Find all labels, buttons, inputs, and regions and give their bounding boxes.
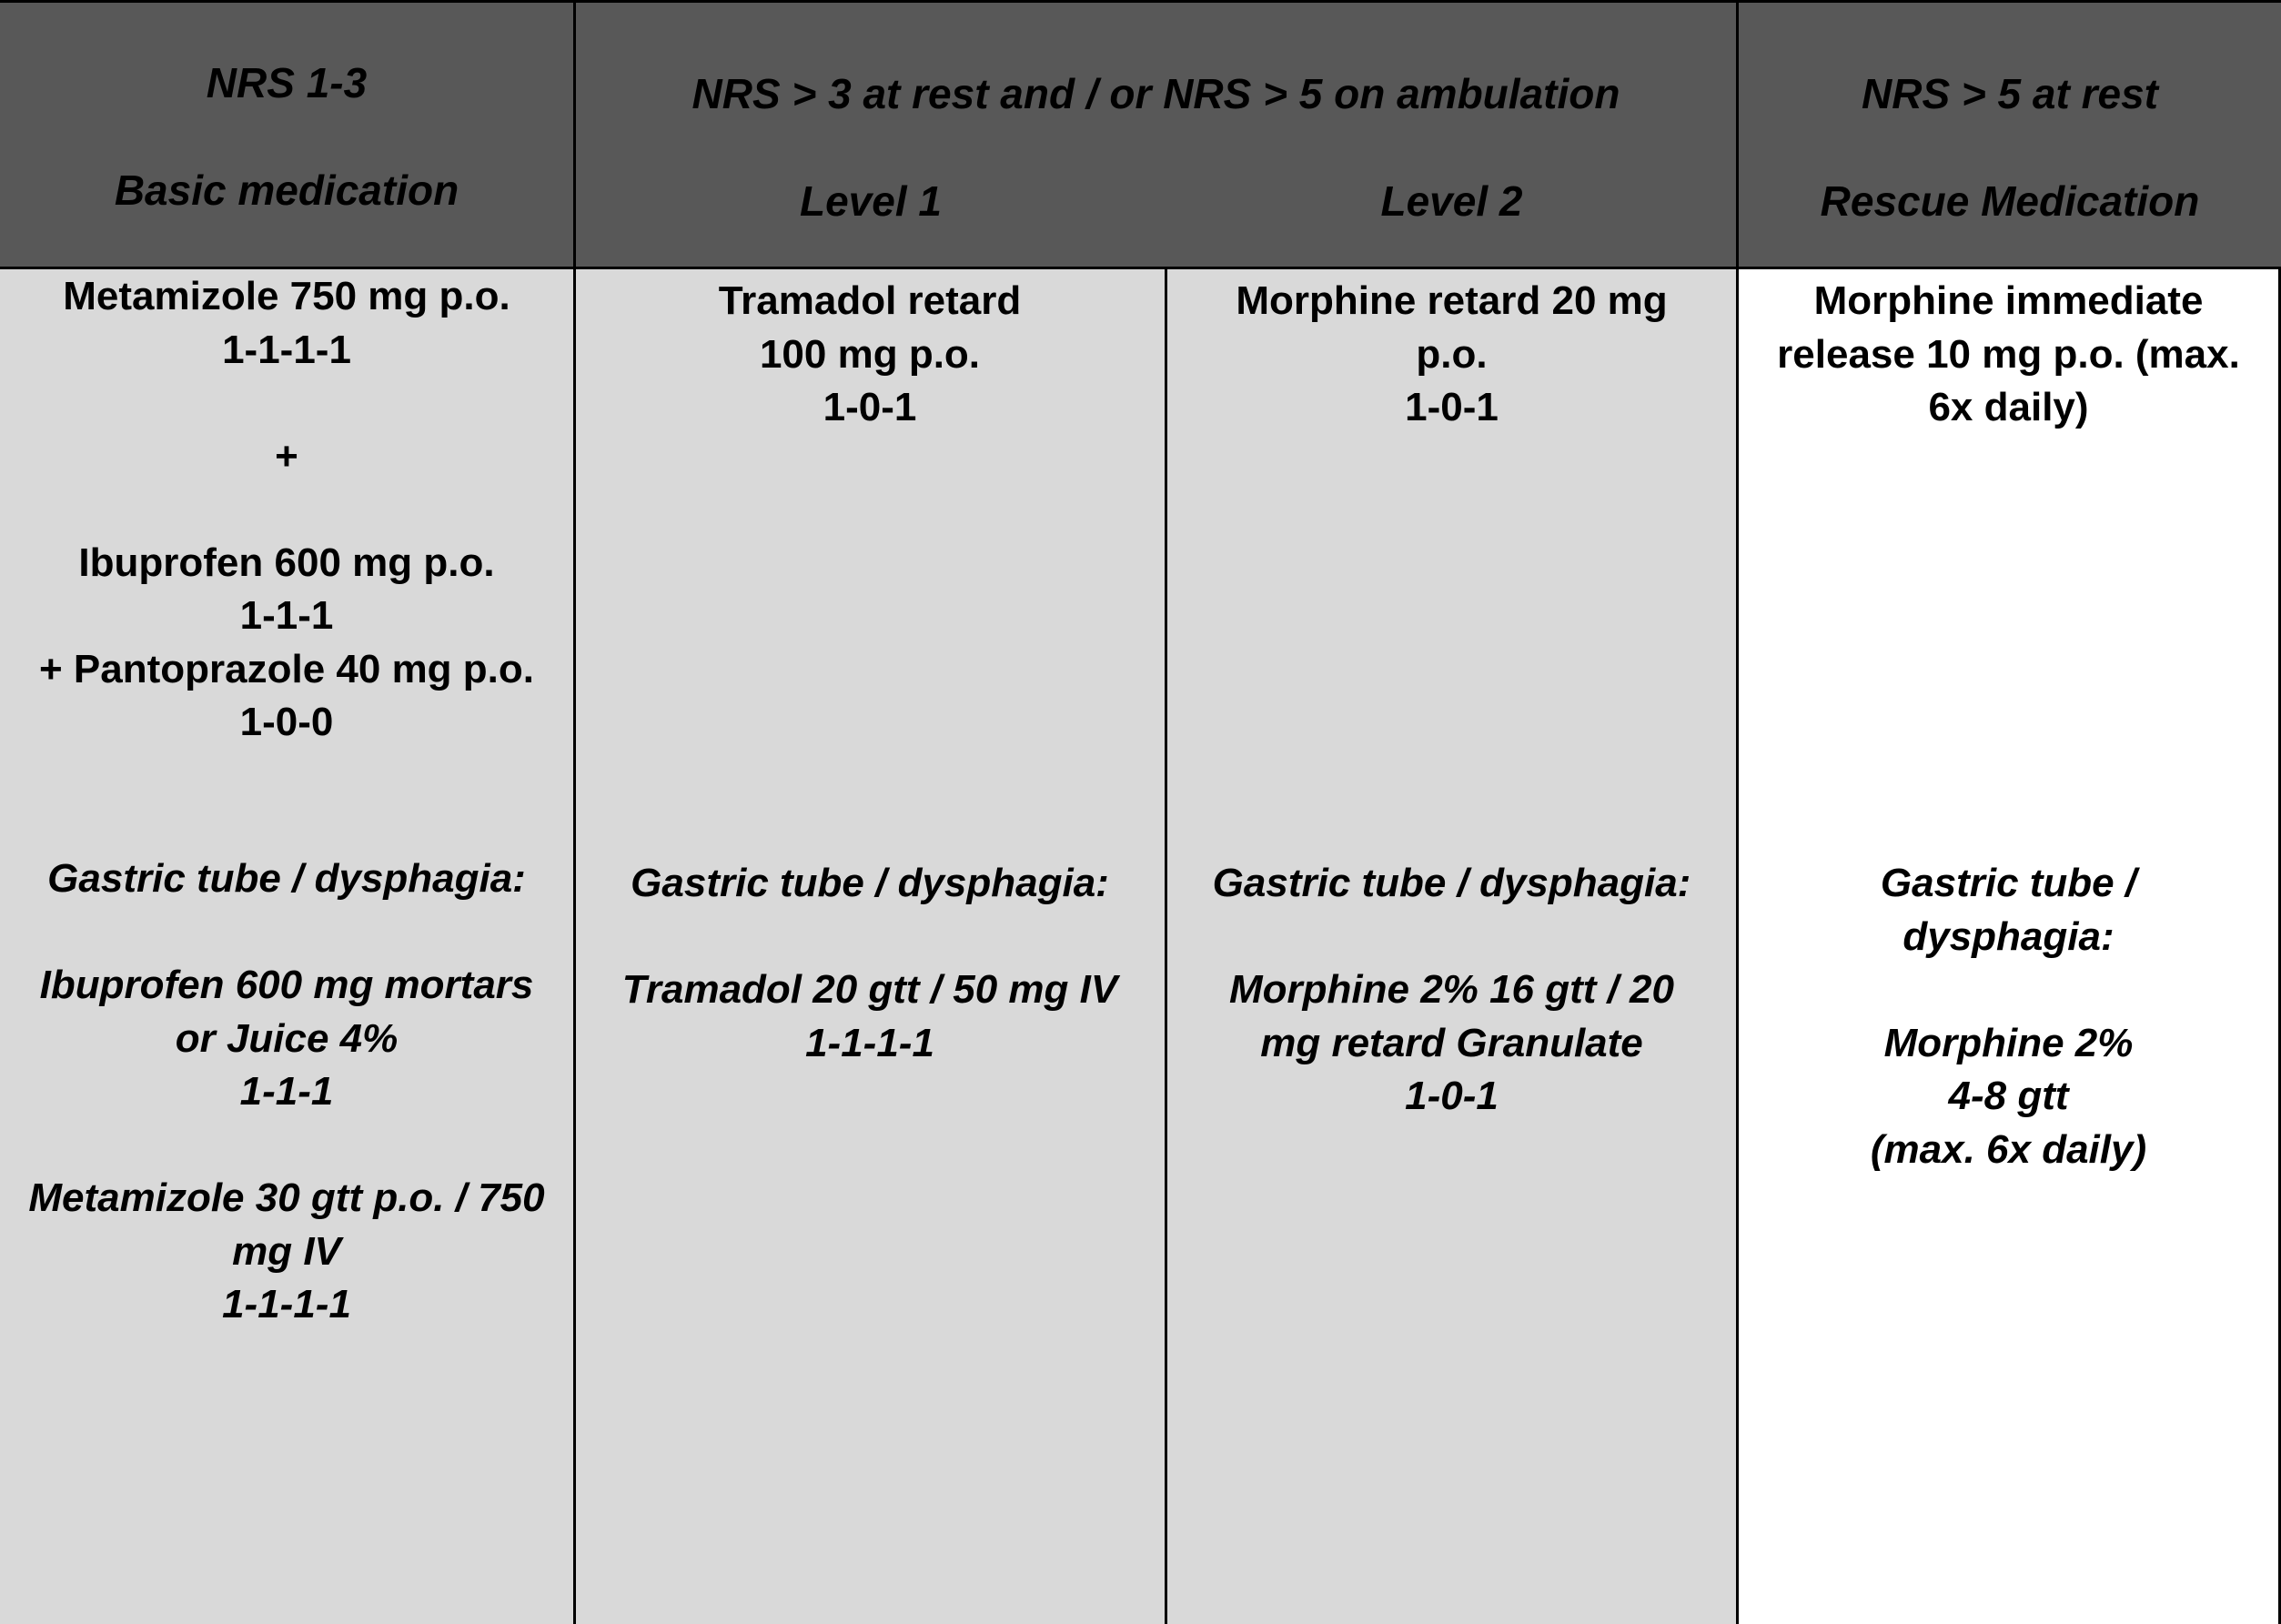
level1-oral-block	[575, 275, 1165, 435]
basic-oral-block	[0, 270, 573, 750]
basic-oral-line	[0, 377, 573, 430]
level1-oral-line: Tramadol retard	[718, 278, 1022, 323]
header-level1: Level 1	[800, 177, 942, 225]
level2-oral-line: p.o.	[1416, 331, 1488, 377]
level2-oral-line: 1-0-1	[1405, 385, 1499, 429]
header-level2: Level 2	[1380, 177, 1523, 225]
rescue-tube-block	[1739, 857, 2278, 1176]
level1-oral-line: 1-0-1	[823, 385, 917, 429]
level2-tube-line	[1167, 911, 1736, 964]
header-middle-title: NRS > 3 at rest and / or NRS > 5 on ambulation	[691, 70, 1620, 117]
level1-tube-line: Gastric tube / dysphagia:	[631, 861, 1109, 905]
header-col4-line1: NRS > 5 at rest	[1862, 70, 2158, 117]
basic-oral-line: + Pantoprazole 40 mg p.o.	[38, 646, 534, 691]
header-col1-line1: NRS 1-3	[206, 59, 368, 106]
basic-tube-line: 1-1-1	[239, 1069, 334, 1114]
table-header	[0, 0, 2281, 269]
rescue-oral-line: Morphine immediate	[1813, 278, 2204, 323]
basic-oral-line: 1-1-1-1	[222, 327, 351, 372]
basic-tube-line	[0, 906, 573, 960]
rescue-oral-line: release 10 mg p.o. (max.	[1777, 331, 2240, 377]
basic-tube-line: Ibuprofen 600 mg mortars	[39, 963, 534, 1007]
divider-3	[1736, 0, 1739, 1624]
level2-oral-line: Morphine retard 20 mg	[1236, 278, 1668, 323]
basic-oral-line: 1-1-1	[239, 593, 334, 638]
rescue-tube-line: Morphine 2%	[1883, 1020, 2134, 1065]
header-col4-line2: Rescue Medication	[1820, 177, 2200, 225]
rescue-oral-line: 6x daily)	[1928, 385, 2089, 429]
level2-tube-line: Gastric tube / dysphagia:	[1212, 861, 1691, 905]
basic-tube-line: Gastric tube / dysphagia:	[47, 856, 526, 901]
basic-tube-block	[0, 852, 573, 1332]
basic-tube-line: or Juice 4%	[175, 1015, 399, 1061]
basic-oral-line: Metamizole 750 mg p.o.	[63, 274, 510, 318]
header-col1-line2: Basic medication	[114, 166, 459, 214]
level2-tube-line: mg retard Granulate	[1260, 1020, 1643, 1065]
level1-oral-line: 100 mg p.o.	[759, 331, 981, 377]
rescue-tube-line: 4-8 gtt	[1948, 1074, 2069, 1118]
rescue-oral-block	[1739, 275, 2278, 435]
level1-tube-line: Tramadol 20 gtt / 50 mg IV	[621, 967, 1118, 1012]
basic-tube-line: 1-1-1-1	[222, 1282, 351, 1326]
rescue-tube-line	[1739, 963, 2278, 1017]
rescue-tube-line: Gastric tube /	[1880, 861, 2137, 905]
basic-oral-line: 1-0-0	[239, 700, 334, 744]
level2-tube-block	[1167, 857, 1736, 1124]
level1-tube-line: 1-1-1-1	[805, 1020, 934, 1065]
level2-tube-line: 1-0-1	[1405, 1074, 1499, 1118]
basic-oral-line: +	[275, 433, 298, 479]
basic-tube-line: Metamizole 30 gtt p.o. / 750	[28, 1175, 545, 1220]
level1-tube-line	[575, 911, 1165, 964]
basic-oral-line	[0, 483, 573, 537]
basic-tube-line: mg IV	[232, 1228, 341, 1274]
level2-oral-block	[1167, 275, 1736, 435]
level2-tube-line: Morphine 2% 16 gtt / 20	[1229, 967, 1674, 1012]
rescue-tube-line: dysphagia:	[1903, 913, 2114, 959]
basic-oral-line: Ibuprofen 600 mg p.o.	[78, 540, 495, 585]
basic-tube-line	[0, 1119, 573, 1173]
rescue-tube-line: (max. 6x daily)	[1870, 1126, 2147, 1172]
divider-1	[573, 0, 576, 1624]
level1-tube-block	[575, 857, 1165, 1070]
